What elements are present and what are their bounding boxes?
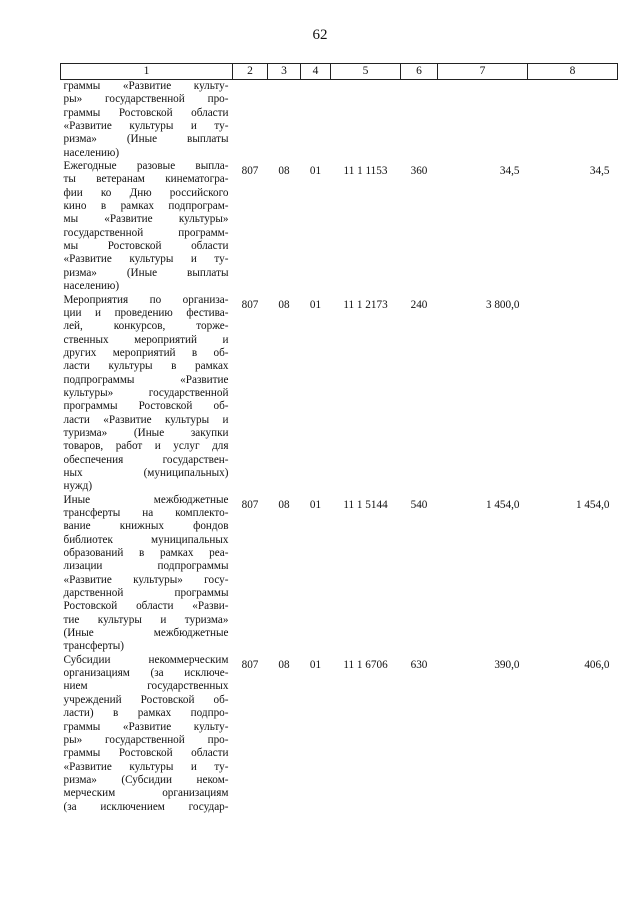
cell-c4: 01 — [309, 658, 322, 671]
cell-c8 — [528, 294, 618, 494]
description-line: туризма» (Иные закупки — [63, 426, 229, 439]
cell-c5 — [331, 80, 401, 161]
description-line: государственной программ- — [63, 226, 229, 239]
description-line: образований в рамках реа- — [63, 547, 229, 560]
page-number: 62 — [312, 27, 328, 43]
description-line: граммы Ростовской области — [63, 747, 229, 760]
cell-c3: 08 — [278, 658, 290, 671]
cell-c5: 11 1 6706 — [343, 658, 388, 671]
description-line: «Развитие культуры и ту- — [63, 253, 229, 266]
column-header: 2 — [233, 64, 268, 80]
cell-c3: 08 — [278, 298, 290, 311]
cell-c2: 807 — [241, 498, 259, 511]
cell-c7: 1 454,0 — [485, 498, 520, 511]
description-line: обеспечения государствен- — [63, 453, 229, 466]
description-line: тие культуры и туризма» — [63, 613, 229, 626]
description-line: нием государственных — [63, 680, 229, 693]
cell-c7: 3 800,0 — [485, 298, 520, 311]
description-line: трансферты на комплекто- — [63, 507, 229, 519]
row-description — [61, 80, 233, 161]
cell-c8: 406,0 — [584, 658, 610, 671]
cell-c4: 01 — [309, 298, 322, 311]
description-line: ласти) в рамках подпро- — [63, 707, 229, 720]
description-line: ризма» (Иные выплаты — [63, 266, 229, 279]
column-header: 1 — [61, 64, 233, 80]
cell-c3 — [268, 80, 301, 161]
cell-c5: 11 1 1153 — [343, 165, 388, 178]
description-line: мы «Развитие культуры» — [63, 213, 229, 226]
description-line: Иные межбюджетные — [63, 493, 229, 506]
description-line: (Иные межбюджетные — [63, 627, 229, 640]
description-line: других мероприятий в об- — [63, 346, 229, 359]
description-line: мерческим организациям — [63, 787, 229, 800]
description-line: граммы Ростовской области — [63, 106, 229, 119]
cell-c4: 01 — [309, 165, 322, 178]
description-line: «Развитие культуры и ту- — [63, 760, 229, 773]
description-line: программы Ростовской об- — [63, 400, 229, 413]
description-line: Мероприятия по организа- — [63, 293, 229, 306]
cell-c7: 390,0 — [494, 658, 520, 671]
table-row — [61, 80, 618, 161]
cell-c2: 807 — [241, 658, 259, 671]
cell-c4 — [301, 80, 331, 161]
table-row — [61, 494, 618, 654]
description-line: ственных мероприятий и — [63, 333, 229, 346]
table-row — [61, 160, 618, 293]
table-row — [61, 654, 618, 814]
table-row — [61, 294, 618, 494]
cell-c8: 34,5 — [589, 165, 610, 178]
row-description — [61, 294, 233, 494]
cell-c7: 34,5 — [499, 165, 520, 178]
description-line: Субсидии некоммерческим — [63, 653, 229, 666]
column-header: 8 — [528, 64, 618, 80]
description-line: ты ветеранам кинематогра- — [63, 173, 229, 186]
description-line: библиотек муниципальных — [63, 533, 229, 546]
column-header: 5 — [331, 64, 401, 80]
description-line: мы Ростовской области — [63, 240, 229, 253]
description-line: кино в рамках подпрограм- — [63, 200, 229, 213]
description-line: подпрограммы «Развитие — [63, 373, 229, 386]
cell-c2 — [233, 80, 268, 161]
description-line: фии ко Дню российского — [63, 186, 229, 199]
table-header-row — [61, 64, 618, 80]
column-header: 7 — [438, 64, 528, 80]
description-line: лизации подпрограммы — [63, 560, 229, 573]
description-line: «Развитие культуры» госу- — [63, 573, 229, 586]
column-header: 3 — [268, 64, 301, 80]
row-description — [61, 654, 233, 814]
cell-c3: 08 — [278, 498, 290, 511]
description-line: населению) — [63, 280, 120, 293]
description-line: лей, конкурсов, торже- — [63, 320, 229, 333]
cell-c8 — [528, 80, 618, 161]
description-line: ры» государственной про- — [63, 733, 229, 746]
cell-c6: 540 — [410, 498, 428, 511]
description-line: ры» государственной про- — [63, 93, 229, 106]
description-line: организациям (за исключе- — [63, 667, 229, 680]
description-line: «Развитие культуры и ту- — [63, 120, 229, 133]
cell-c6 — [401, 80, 438, 161]
description-line: Ежегодные разовые выпла- — [63, 160, 229, 173]
cell-c4: 01 — [309, 498, 322, 511]
cell-c2: 807 — [241, 298, 259, 311]
cell-c6: 630 — [410, 658, 428, 671]
column-header: 4 — [301, 64, 331, 80]
cell-c7 — [438, 80, 528, 161]
column-header: 6 — [401, 64, 438, 80]
cell-c5: 11 1 2173 — [343, 298, 388, 311]
row-description — [61, 160, 233, 293]
description-line: товаров, работ и услуг для — [63, 440, 229, 453]
budget-table — [60, 63, 618, 814]
description-line: граммы «Развитие культу- — [63, 80, 229, 92]
description-line: ции и проведению фестива- — [63, 306, 229, 319]
description-line: ризма» (Иные выплаты — [63, 133, 229, 146]
cell-c8: 1 454,0 — [575, 498, 610, 511]
description-line: ризма» (Субсидии неком- — [63, 773, 229, 786]
description-line: трансферты) — [63, 640, 124, 653]
cell-c5: 11 1 5144 — [343, 498, 388, 511]
description-line: культуры» государственной — [63, 386, 229, 399]
description-line: ласти «Развитие культуры и — [63, 413, 229, 426]
description-line: ласти культуры в рамках — [63, 360, 229, 373]
description-line: ных (муниципальных) — [63, 466, 229, 479]
description-line: граммы «Развитие культу- — [63, 720, 229, 733]
row-description — [61, 494, 233, 654]
description-line: учреждений Ростовской об- — [63, 693, 229, 706]
description-line: нужд) — [63, 480, 93, 493]
description-line: Ростовской области «Разви- — [63, 600, 229, 613]
description-line: дарственной программы — [63, 587, 229, 600]
cell-c2: 807 — [241, 165, 259, 178]
description-line: (за исключением государ- — [63, 800, 229, 813]
description-line: населению) — [63, 146, 120, 159]
cell-c6: 240 — [410, 298, 428, 311]
description-line: вание книжных фондов — [63, 520, 229, 533]
cell-c6: 360 — [410, 165, 428, 178]
cell-c3: 08 — [278, 165, 290, 178]
